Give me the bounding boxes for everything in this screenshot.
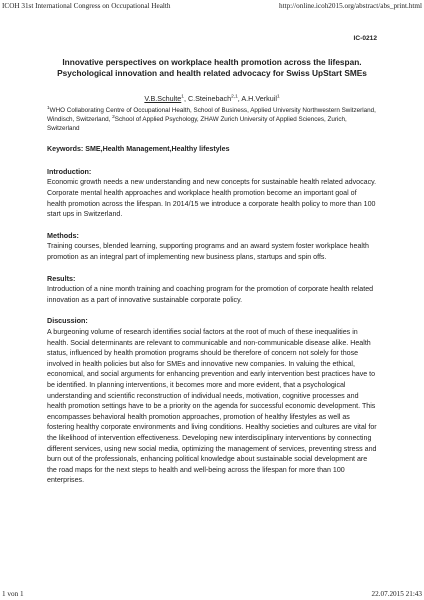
author-list [47, 94, 377, 105]
abstract-code: IC-0212 [353, 35, 377, 42]
section-title: Introduction: [47, 166, 92, 176]
section-title: Results: [47, 273, 76, 283]
section-introduction [47, 167, 377, 220]
keywords: Keywords: SME,Health Management,Healthy lifestyles [47, 145, 230, 154]
author-name: A.H.Verkuil [241, 94, 277, 104]
affiliations [47, 106, 377, 133]
section-body: Economic growth needs a new understanding and new concepts for sustainable health related advocacy. Corporate mental health approaches and workplace health promotion become an important goal of health promotion across the lifespan. In 2014/15 we introduce a corporate health policy to more than 100 start ups in Switzerland. [47, 178, 377, 219]
section-results [47, 274, 377, 306]
section-title: Methods: [47, 230, 79, 240]
section-discussion [47, 316, 377, 486]
author-affiliation-marker: 1 [276, 95, 280, 101]
section-body: Training courses, blended learning, supporting programs and an award system foster workplace health promotion as an integral part of implementing new business plans, startups and spin offs. [47, 242, 369, 262]
author-separator: , [183, 94, 188, 104]
author-affiliation-marker: 1 [181, 95, 184, 101]
affiliation-text: School of Applied Psychology, ZHAW Zurich University of Applied Sciences, Zurich, Switzerland [47, 116, 347, 133]
section-title: Discussion: [47, 316, 88, 326]
author-1 [144, 94, 188, 103]
browser-header-url: http://online.icoh2015.org/abstract/abs_print.html [279, 2, 422, 10]
author-affiliation-marker: 2,1 [231, 95, 238, 101]
affiliation-marker: 2 [112, 115, 115, 120]
author-name: C.Steinebach [187, 94, 232, 104]
browser-footer-datetime: 22.07.2015 21:43 [371, 590, 422, 598]
author-name: V.B.Schulte [144, 94, 182, 104]
author-separator: , [237, 94, 242, 104]
author-3 [241, 94, 279, 103]
affiliation-text: WHO Collaborating Centre of Occupational Health, School of Business, Applied University Northwestern Switzerland, Windisch, Switzerland, [47, 107, 376, 124]
section-body: Introduction of a nine month training and coaching program for the promotion of corporate health related innovation as a part of innovative sustainable corporate policy. [47, 285, 374, 304]
section-body: A burgeoning volume of research identifies social factors at the root of much of these inequalities in health. Social determinants are relevant to communicable and non-communicable disease alike. Health status, influenced by health promotion programs should be therefore of concern not solely for those involved in health policies but also for SMEs and innovative new companies. In valuing the ethical, economical, and social arguments for enhancing prevention and early intervention best practices have to be identified. In planning interventions, it becomes more and more evident, that a psychological understanding and scientific reconstruction of individual needs, motivation, cognitive processes and health promotion settings have to be a priority on the agenda for successful economic development. This encompasses behavioral health promotion approaches, promotion of healthy lifestyles as well as fostering healthy corporate environments and living conditions. Healthy societies and cultures are vital for the likelihood of intervention effectiveness. Developing new interdisciplinary interventions by connecting different services, using new social media, optimizing the management of services, preventing stress and burn out of the professionals, enhancing political knowledge about sustainable social development are the road maps for the next steps to health and well-being across the lifespan for more than 100 enterprises. [47, 328, 377, 485]
affiliation-marker: 1 [47, 105, 50, 111]
browser-footer-page: 1 von 1 [2, 590, 24, 598]
abstract-title: Innovative perspectives on workplace health promotion across the lifespan. Psychological innovation and health related advocacy for Swiss UpStart SMEs [57, 56, 367, 78]
section-methods [47, 231, 377, 263]
abstract-document [47, 34, 377, 497]
author-2 [188, 94, 241, 103]
browser-header-title: ICOH 31st International Congress on Occupational Health [2, 2, 171, 10]
